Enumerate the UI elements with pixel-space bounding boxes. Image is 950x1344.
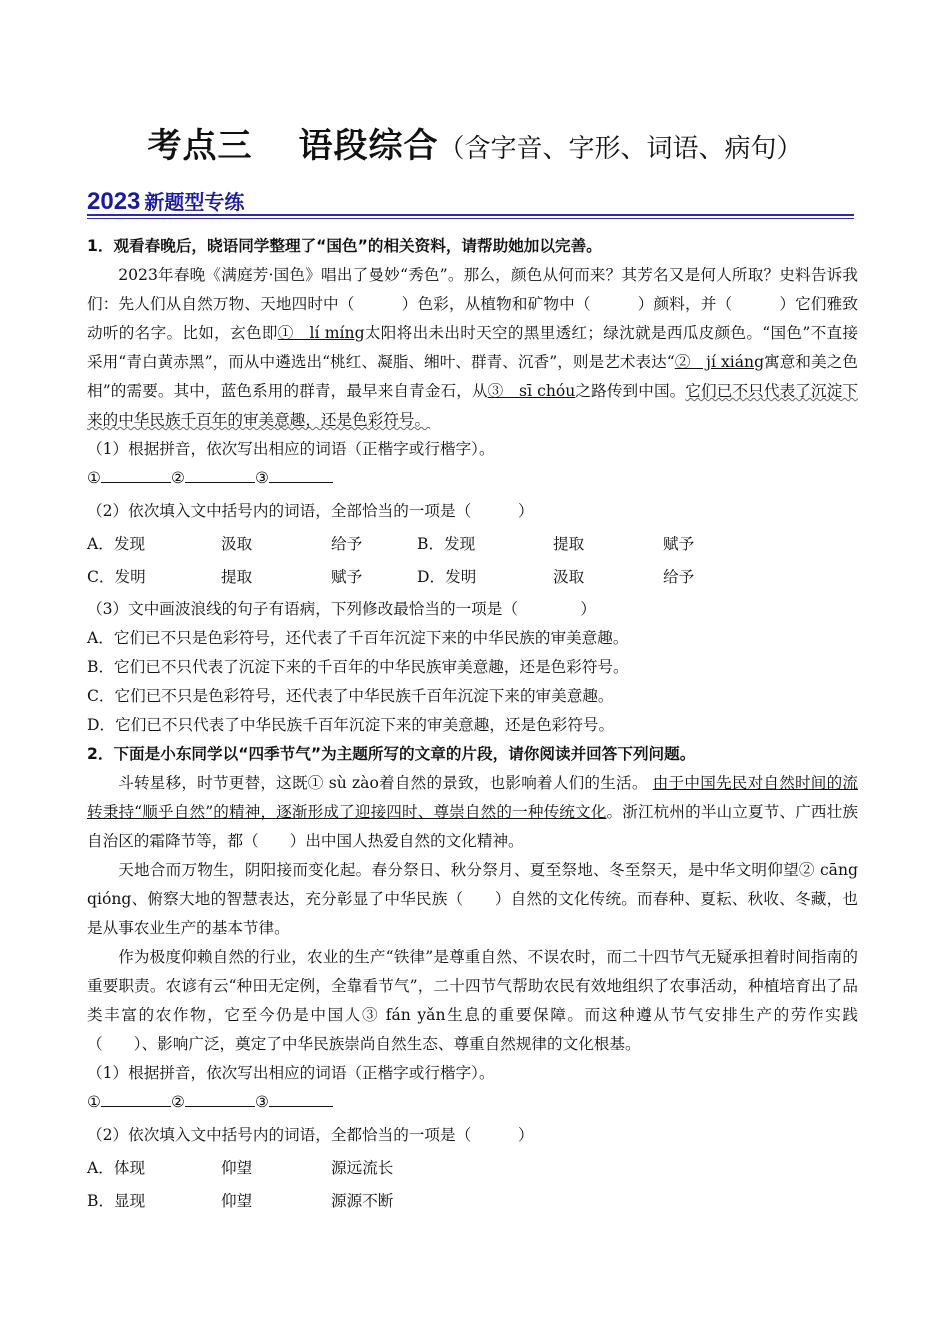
wavy-sentence: 它们已不只代表了沉淀下来的中华民族千百年的审美意趣，还是色彩符号。 (87, 382, 858, 429)
option-3b: B．它们已不只代表了沉淀下来的千百年的中华民族审美意趣，还是色彩符号。 (87, 658, 629, 676)
option-a: A．发现 (87, 535, 146, 553)
blank-line[interactable] (185, 466, 255, 483)
blank-mark: ① (87, 469, 101, 487)
blank-line[interactable] (101, 466, 171, 483)
option-3a: A．它们已不只是色彩符号，还代表了千百年沉淀下来的中华民族的审美意趣。 (87, 629, 629, 647)
option-d-word-2: 汲取 (553, 568, 585, 586)
pinyin-3: ③ sī chóu (487, 382, 576, 400)
question-1-stem: 1．观看春晚后，晓语同学整理了“国色”的相关资料，请帮助她加以完善。 (87, 237, 602, 255)
passage-text: 之路传到中国。 (575, 382, 686, 400)
question-2-para-2: 天地合而万物生，阴阳接而变化起。春分祭日、秋分祭月、夏至祭地、冬至祭天，是中华文明仰望② cāng qióng、俯察大地的智慧表达，充分彰显了中华民族（ ）自然的文化传统。而春种、夏耘、秋收、冬藏，也是从事农业生产的基本节律。 (87, 861, 858, 937)
q2-option-b (87, 1187, 858, 1216)
pinyin-1: ① lí míng (277, 324, 365, 342)
option-a-word-3: 源远流长 (331, 1159, 394, 1177)
options-row-1 (87, 530, 858, 559)
blank-mark: ② (170, 469, 185, 487)
option-a-word-3: 给予 (331, 535, 363, 553)
question-2-stem: 2．下面是小东同学以“四季节气”为主题所写的文章的片段，请你阅读并回答下列问题。 (87, 745, 696, 763)
option-a-word-2: 汲取 (221, 535, 253, 553)
question-1-passage (87, 261, 858, 435)
option-c-word-2: 提取 (221, 568, 253, 586)
document-body (87, 232, 858, 1216)
page-title (0, 118, 950, 167)
blank-mark: ① (87, 1093, 101, 1111)
option-b-word-2: 仰望 (221, 1192, 253, 1210)
option-3c: C．它们已不只是色彩符号，还代表了中华民族千百年沉淀下来的审美意趣。 (87, 687, 614, 705)
section-year: 2023 (87, 188, 141, 215)
option-d-word-3: 给予 (663, 568, 695, 586)
section-header (87, 186, 854, 220)
option-b-word-3: 赋予 (663, 535, 695, 553)
option-b: B．发现 (417, 535, 476, 553)
option-b: B．显现 (87, 1192, 146, 1210)
question-1-sub-3: （3）文中画波浪线的句子有语病，下列修改最恰当的一项是（ ） (87, 600, 596, 618)
option-b-word-3: 源源不断 (331, 1192, 394, 1210)
option-b-word-2: 提取 (553, 535, 585, 553)
section-label: 新题型专练 (144, 190, 245, 214)
blank-line[interactable] (269, 1090, 333, 1107)
section-rule-thick (87, 214, 854, 216)
question-1-sub-2: （2）依次填入文中括号内的词语，全部恰当的一项是（ ） (87, 502, 534, 520)
answer-blanks-2 (87, 1088, 858, 1117)
option-a: A．体现 (87, 1159, 146, 1177)
blank-line[interactable] (269, 466, 333, 483)
q2-option-a (87, 1154, 858, 1183)
blank-line[interactable] (101, 1090, 171, 1107)
question-1-sub-1: （1）根据拼音，依次写出相应的词语（正楷字或行楷字）。 (87, 440, 495, 458)
blank-mark: ② (170, 1093, 185, 1111)
answer-blanks-1 (87, 464, 858, 493)
title-main-2: 语段综合 (298, 126, 439, 166)
option-c: C．发明 (87, 568, 146, 586)
option-d: D．发明 (417, 568, 477, 586)
pinyin-2: ② jí xiáng (674, 353, 765, 371)
blank-mark: ③ (254, 1093, 269, 1111)
passage-text: 寓意和美之色相”的需要。其中，蓝色系用的群青，最早来自青金石，从 (87, 353, 858, 400)
title-subtitle: （含字音、字形、词语、病句） (438, 134, 803, 164)
question-2-para-3: 作为极度仰赖自然的行业，农业的生产“铁律”是尊重自然、不误农时，而二十四节气无疑承担着时间指南的重要职责。农谚有云“种田无定例，全靠看节气”，二十四节气帮助农民有效地组织了农事活动，种植培育出了品类丰富的农作物，它至今仍是中国人③ fán yǎn生息的重要保障。而这种遵从节气安排生产的劳作实践（ ）、影响广泛，奠定了中华民族崇尚自然生态、尊重自然规律的文化根基。 (87, 948, 858, 1053)
question-2-sub-2: （2）依次填入文中括号内的词语，全都恰当的一项是（ ） (87, 1126, 534, 1144)
question-2-sub-1: （1）根据拼音，依次写出相应的词语（正楷字或行楷字）。 (87, 1064, 495, 1082)
passage-text: 。浙江杭州的半山立夏节、广西壮族自治区的霜降节等，都（ ）出中国人热爱自然的文化精神。 (87, 803, 858, 850)
passage-text: 太阳将出未出时天空的黑里透红；绿沈就是西瓜皮颜色。“国色”不直接采用“青白黄赤黑”，而从中遴选出“桃红、凝脂、缃叶、群青、沉香”，则是艺术表达“ (87, 324, 858, 371)
passage-text: 2023年春晚《满庭芳·国色》唱出了曼妙“秀色”。那么，颜色从何而来？其芳名又是何人所取？史料告诉我们：先人们从自然万物、天地四时中（ ）色彩，从植物和矿物中（ ）颜料，并（ ）它们雅致动听的名字。比如，玄色即 (87, 266, 858, 342)
question-2-para-1 (87, 769, 858, 856)
underlined-sentence: 由于中国先民对自然时间的流转秉持“顺乎自然”的精神，逐渐形成了迎接四时、尊崇自然的一种传统文化 (87, 774, 858, 821)
passage-text: 斗转星移，时节更替，这既① sù zào着自然的景致，也影响着人们的生活。 (118, 774, 653, 792)
title-main-1: 考点三 (147, 126, 253, 166)
option-3d: D．它们已不只代表了中华民族千百年沉淀下来的审美意趣，还是色彩符号。 (87, 716, 615, 734)
options-row-2 (87, 563, 858, 592)
option-c-word-3: 赋予 (331, 568, 363, 586)
blank-line[interactable] (185, 1090, 255, 1107)
option-a-word-2: 仰望 (221, 1159, 253, 1177)
blank-mark: ③ (254, 469, 269, 487)
section-rule-thin (87, 218, 854, 219)
